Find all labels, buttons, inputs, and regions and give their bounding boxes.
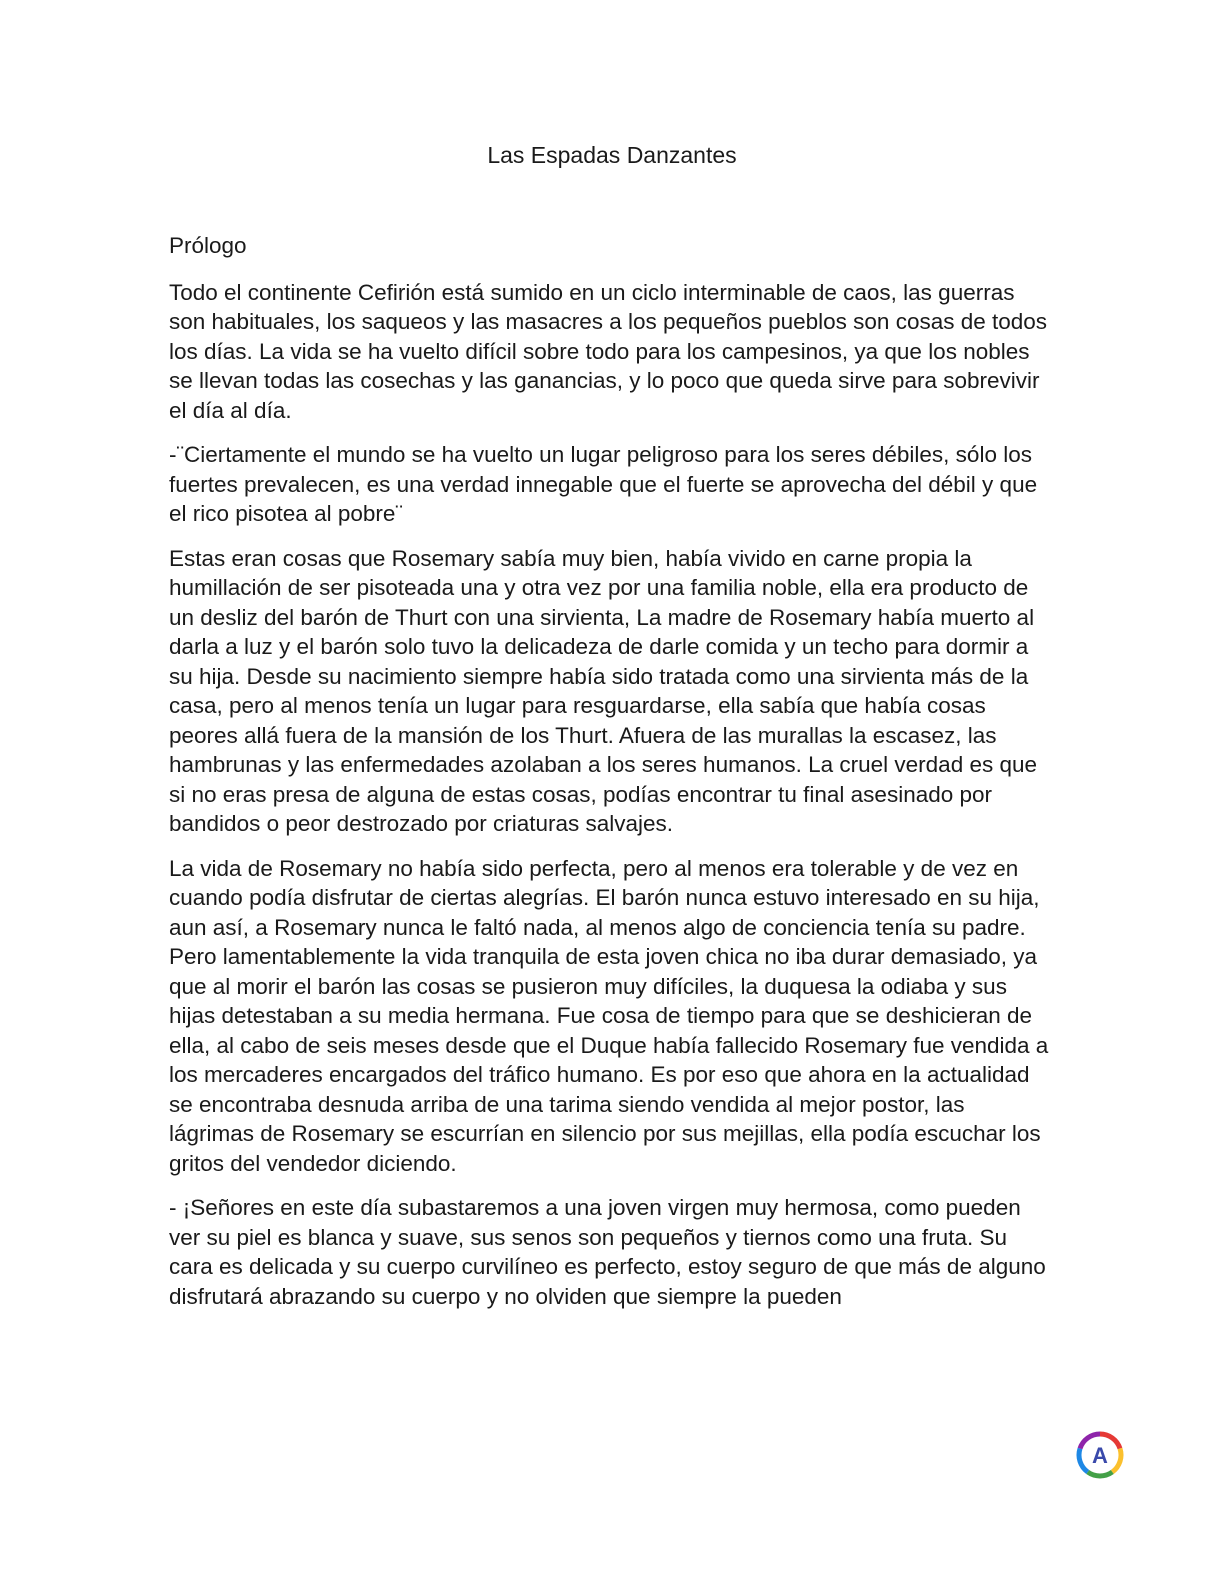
section-heading: Prólogo [169,233,247,258]
logo-ring-green [1088,1472,1113,1476]
circular-a-logo-icon [1076,1431,1124,1479]
paragraph-5: - ¡Señores en este día subastaremos a una joven virgen muy hermosa, como pueden ver su piel es blanca y suave, sus senos son pequeños y tiernos como una fruta. Su cara es delicada y su cuerpo curvilíneo es perfecto, estoy seguro de que más de alguno disfrutará abrazando su cuerpo y no olviden que siempre la pueden [169,1195,1046,1309]
paragraph-4: La vida de Rosemary no había sido perfecta, pero al menos era tolerable y de vez en cuando podía disfrutar de ciertas alegrías. El barón nunca estuvo interesado en su hija, aun así, a Rosemary nunca le faltó nada, al menos algo de conciencia tenía su padre. Pero lamentablemente la vida tranquila de esta joven chica no iba durar demasiado, ya que al morir el barón las cosas se pusieron muy difíciles, la duquesa la odiaba y sus hijas detestaban a su media hermana. Fue cosa de tiempo para que se deshicieran de ella, al cabo de seis meses desde que el Duque había fallecido Rosemary fue vendida a los mercaderes encargados del tráfico humano. Es por eso que ahora en la actualidad se encontraba desnuda arriba de una tarima siendo vendida al mejor postor, las lágrimas de Rosemary se escurrían en silencio por sus mejillas, ella podía escuchar los gritos del vendedor diciendo. [169,855,1049,1176]
logo-ring-yellow [1112,1449,1121,1473]
document-body [169,231,1049,1326]
document-title: Las Espadas Danzantes [487,142,737,168]
paragraph-3: Estas eran cosas que Rosemary sabía muy bien, había vivido en carne propia la humillación de ser pisoteada una y otra vez por una familia noble, ella era producto de un desliz del barón de Thurt con una sirvienta, La madre de Rosemary había muerto al darla a luz y el barón solo tuvo la delicadeza de darle comida y un techo para dormir a su hija. Desde su nacimiento siempre había sido tratada como una sirvienta más de la casa, pero al menos tenía un lugar para resguardarse, ella sabía que había cosas peores allá fuera de la mansión de los Thurt. Afuera de las murallas la escasez, las hambrunas y las enfermedades azolaban a los seres humanos. La cruel verdad es que si no eras presa de alguna de estas cosas, podías encontrar tu final asesinado por bandidos o peor destrozado por criaturas salvajes. [169,545,1038,836]
logo-ring-blue [1079,1449,1088,1473]
paragraph-2: -¨Ciertamente el mundo se ha vuelto un lugar peligroso para los seres débiles, sólo los fuertes prevalecen, es una verdad innegable que el fuerte se aprovecha del débil y que el rico pisotea al pobre¨ [169,442,1038,526]
logo-svg [1076,1431,1124,1479]
logo-letter: A [1092,1443,1108,1468]
paragraph-1: Todo el continente Cefirión está sumido en un ciclo interminable de caos, las guerras son habituales, los saqueos y las masacres a los pequeños pueblos son cosas de todos los días. La vida se ha vuelto difícil sobre todo para los campesinos, ya que los nobles se llevan todas las cosechas y las ganancias, y lo poco que queda sirve para sobrevivir el día al día. [169,279,1048,423]
